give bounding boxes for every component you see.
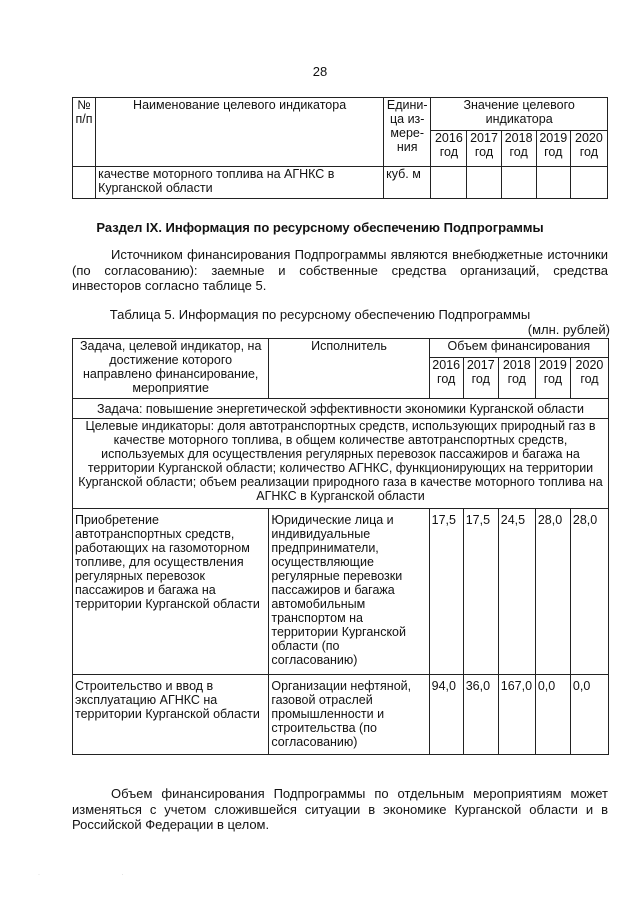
value-cell: 17,5 [429,509,463,675]
header-num: № п/п [73,98,96,167]
value-cell: 17,5 [463,509,498,675]
year-header: 2020 год [570,358,608,399]
row-value [467,167,501,199]
value-cell: 24,5 [498,509,535,675]
header-task: Задача, целевой индикатор, на достижение которого направлено финансирование, мероприятие [73,339,269,399]
row-value [501,167,536,199]
year-header: 2016 год [429,358,463,399]
indicator-table [72,97,608,199]
row-value [431,167,467,199]
header-executor: Исполнитель [269,339,429,399]
year-header: 2019 год [536,131,570,167]
activity-cell: Строительство и ввод в эксплуатацию АГНКС на территории Курганской области [73,675,269,755]
row-num [73,167,96,199]
row-indicator-name: качестве моторного топлива на АГНКС в Курганской области [96,167,384,199]
row-value [570,167,607,199]
row-value [536,167,570,199]
value-cell: 28,0 [535,509,570,675]
value-cell: 36,0 [463,675,498,755]
value-cell: 0,0 [570,675,608,755]
value-cell: 94,0 [429,675,463,755]
year-header: 2017 год [467,131,501,167]
value-cell: 28,0 [570,509,608,675]
year-header: 2019 год [535,358,570,399]
row-unit: куб. м [384,167,431,199]
header-unit: Едини-ца из-мере-ния [384,98,431,167]
task-row: Задача: повышение энергетической эффективности экономики Курганской области [73,399,609,419]
year-header: 2020 год [570,131,607,167]
executor-cell: Организации нефтяной, газовой отраслей промышленности и строительства (по согласованию) [269,675,429,755]
resource-table [72,338,609,755]
header-volume: Объем финансирования [429,339,608,358]
page-number: 28 [312,64,328,79]
value-cell: 167,0 [498,675,535,755]
funding-paragraph: Источником финансирования Подпрограммы являются внебюджетные источники (по согласованию): заемные и собственные средства организаций, средства инвесторов согласно таблице 5. [72,247,608,293]
activity-cell: Приобретение автотранспортных средств, работающих на газомоторном топливе, для осуществления регулярных перевозок пассажиров и багажа на территории Курганской области [73,509,269,675]
year-header: 2017 год [463,358,498,399]
unit-note: (млн. рублей) [527,322,610,337]
header-values: Значение целевого индикатора [431,98,608,131]
table-row [73,675,609,755]
table-caption: Таблица 5. Информация по ресурсному обеспечению Подпрограммы [109,307,531,322]
executor-cell: Юридические лица и индивидуальные предприниматели, осуществляющие регулярные перевозки пассажиров и багажа автомобильным транспортом на территории Курганской области (по согласованию) [269,509,429,675]
scan-artifact: · · [38,872,164,878]
table-row [73,167,608,199]
year-header: 2018 год [501,131,536,167]
table-row [73,509,609,675]
header-indicator-name: Наименование целевого индикатора [96,98,384,167]
closing-paragraph: Объем финансирования Подпрограммы по отдельным мероприятиям может изменяться с учетом сложившейся ситуации в экономике Курганской области и в Российской Федерации в целом. [72,786,608,832]
year-header: 2018 год [498,358,535,399]
indicators-row: Целевые индикаторы: доля автотранспортных средств, использующих природный газ в качестве моторного топлива, в общем количестве автотранспортных средств, используемых для осуществления регулярных перевозок пассажиров и багажа на территории Курганской области; количество АГНКС, функционирующих на территории Курганской области; объем реализации природного газа в качестве моторного топлива на АГНКС в Курганской области [73,419,609,509]
year-header: 2016 год [431,131,467,167]
section-title: Раздел IX. Информация по ресурсному обеспечению Подпрограммы [96,220,544,235]
value-cell: 0,0 [535,675,570,755]
